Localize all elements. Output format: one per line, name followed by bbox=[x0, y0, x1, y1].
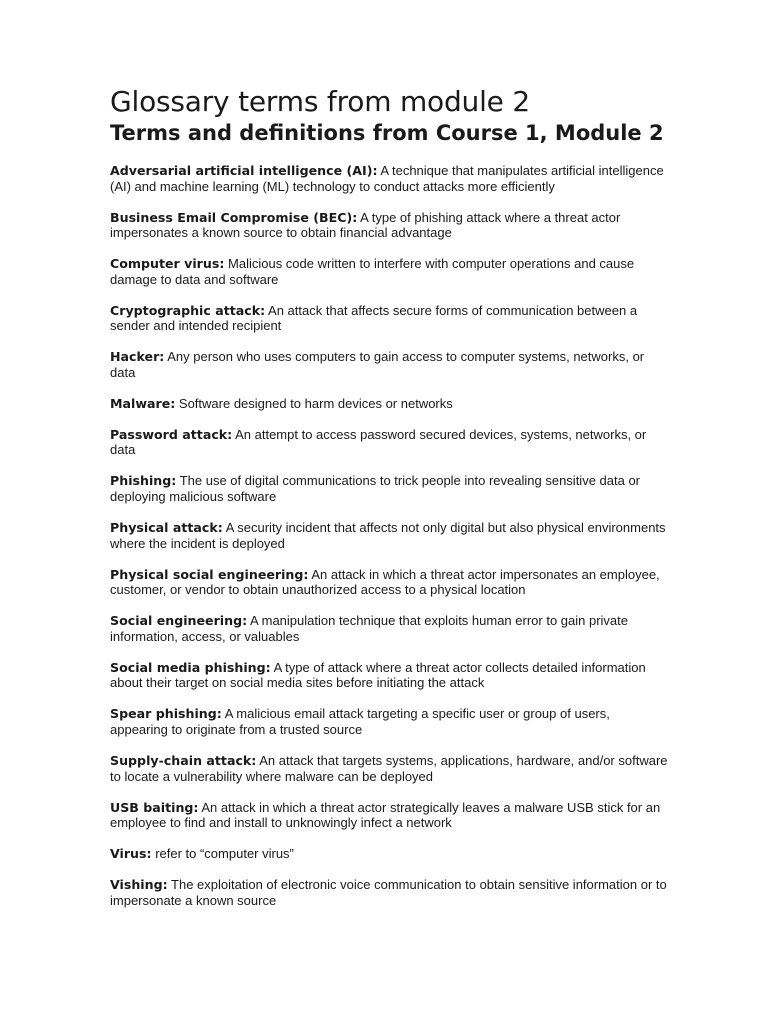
glossary-entry bbox=[110, 303, 670, 334]
term-definition: The exploitation of electronic voice communication to obtain sensitive information or to impersonate a known source bbox=[110, 877, 667, 908]
term-definition: A security incident that affects not only digital but also physical environments where the incident is deployed bbox=[110, 520, 666, 551]
glossary-list bbox=[110, 163, 670, 908]
term-name: Physical attack: bbox=[110, 520, 223, 536]
document-subtitle: Terms and definitions from Course 1, Module 2 bbox=[110, 121, 664, 145]
term-definition: refer to “computer virus” bbox=[155, 846, 294, 862]
term-definition: Any person who uses computers to gain access to computer systems, networks, or data bbox=[110, 349, 645, 380]
term-name: Virus: bbox=[110, 846, 152, 862]
glossary-entry bbox=[110, 163, 670, 194]
term-definition: A manipulation technique that exploits human error to gain private information, access, or valuables bbox=[110, 613, 628, 644]
term-definition: A malicious email attack targeting a specific user or group of users, appearing to originate from a trusted source bbox=[110, 706, 610, 737]
term-name: Business Email Compromise (BEC): bbox=[110, 209, 358, 225]
term-definition: Software designed to harm devices or networks bbox=[178, 395, 453, 411]
document-page bbox=[110, 84, 670, 924]
term-name: Vishing: bbox=[110, 877, 168, 893]
term-name: Password attack: bbox=[110, 426, 233, 442]
glossary-entry bbox=[110, 800, 670, 831]
glossary-entry bbox=[110, 210, 670, 241]
term-name: USB baiting: bbox=[110, 799, 199, 815]
glossary-entry bbox=[110, 396, 670, 412]
term-definition: Malicious code written to interfere with computer operations and cause damage to data and software bbox=[110, 256, 635, 287]
glossary-entry bbox=[110, 706, 670, 737]
term-definition: An attack that targets systems, applications, hardware, and/or software to locate a vulnerability where malware can be deployed bbox=[110, 752, 668, 784]
term-definition: The use of digital communications to trick people into revealing sensitive data or deploying malicious software bbox=[110, 473, 641, 505]
term-name: Social engineering: bbox=[110, 613, 248, 629]
term-definition: An attack in which a threat actor strategically leaves a malware USB stick for an employee to find and install to unknowingly infect a network bbox=[110, 799, 661, 831]
glossary-entry bbox=[110, 349, 670, 380]
term-name: Spear phishing: bbox=[110, 706, 222, 722]
glossary-entry bbox=[110, 520, 670, 551]
term-name: Phishing: bbox=[110, 473, 177, 489]
term-name: Malware: bbox=[110, 395, 176, 411]
glossary-entry bbox=[110, 613, 670, 644]
term-definition: A type of phishing attack where a threat actor impersonates a known source to obtain financial advantage bbox=[110, 209, 621, 241]
term-name: Hacker: bbox=[110, 349, 165, 365]
glossary-entry bbox=[110, 753, 670, 784]
term-name: Computer virus: bbox=[110, 256, 225, 272]
term-name: Cryptographic attack: bbox=[110, 302, 266, 318]
term-name: Supply-chain attack: bbox=[110, 752, 257, 768]
glossary-entry bbox=[110, 427, 670, 458]
term-definition: A type of attack where a threat actor collects detailed information about their target on social media sites before initiating the attack bbox=[110, 659, 646, 691]
term-name: Social media phishing: bbox=[110, 659, 271, 675]
term-name: Adversarial artificial intelligence (AI): bbox=[110, 163, 378, 178]
glossary-entry bbox=[110, 846, 670, 862]
term-definition: An attempt to access password secured devices, systems, networks, or data bbox=[110, 426, 647, 458]
glossary-entry bbox=[110, 256, 670, 287]
glossary-entry bbox=[110, 567, 670, 598]
glossary-entry bbox=[110, 473, 670, 504]
glossary-entry bbox=[110, 660, 670, 691]
document-title: Glossary terms from module 2 bbox=[110, 85, 531, 118]
term-definition: An attack that affects secure forms of communication between a sender and intended recipient bbox=[110, 302, 638, 334]
term-name: Physical social engineering: bbox=[110, 566, 309, 582]
term-definition: An attack in which a threat actor impersonates an employee, customer, or vendor to obtain unauthorized access to a physical location bbox=[110, 566, 660, 598]
glossary-entry bbox=[110, 877, 670, 908]
term-definition: A technique that manipulates artificial intelligence (AI) and machine learning (ML) technology to conduct attacks more efficiently bbox=[110, 163, 664, 194]
